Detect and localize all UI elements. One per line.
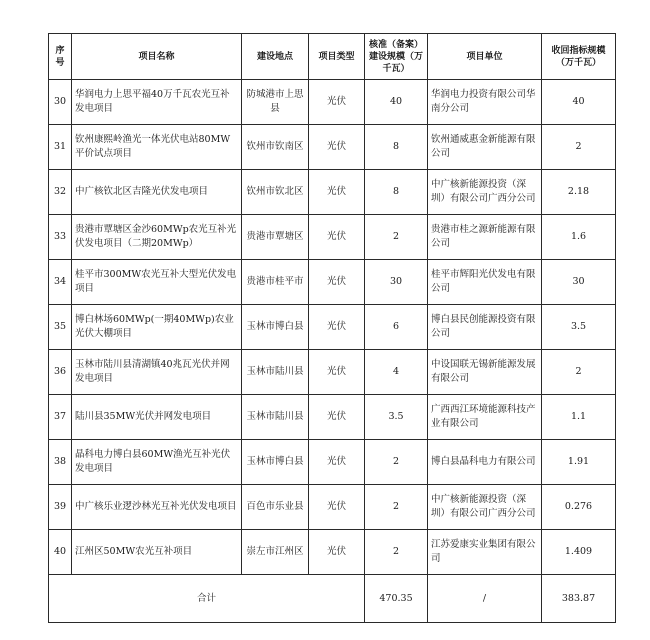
cell-name: 桂平市300MW农光互补大型光伏发电项目 (72, 260, 242, 305)
cell-seq: 34 (49, 260, 72, 305)
cell-approved: 2 (365, 530, 428, 575)
cell-unit: 中广核新能源投资（深圳）有限公司广西分公司 (428, 170, 542, 215)
table-row (49, 80, 616, 125)
cell-location: 玉林市博白县 (242, 440, 309, 485)
project-table (48, 33, 616, 623)
cell-seq: 39 (49, 485, 72, 530)
cell-approved: 2 (365, 485, 428, 530)
cell-seq: 33 (49, 215, 72, 260)
cell-name: 玉林市陆川县清湖镇40兆瓦光伏并网发电项目 (72, 350, 242, 395)
cell-reclaimed: 1.6 (542, 215, 616, 260)
table-row (49, 215, 616, 260)
cell-reclaimed: 1.409 (542, 530, 616, 575)
cell-name: 华润电力上思平福40万千瓦农光互补发电项目 (72, 80, 242, 125)
header-seq: 序号 (49, 34, 72, 80)
cell-reclaimed: 3.5 (542, 305, 616, 350)
cell-approved: 6 (365, 305, 428, 350)
cell-approved: 2 (365, 440, 428, 485)
cell-unit: 江苏爱康实业集团有限公司 (428, 530, 542, 575)
cell-type: 光伏 (309, 485, 365, 530)
cell-reclaimed: 40 (542, 80, 616, 125)
total-approved: 470.35 (365, 575, 428, 623)
cell-type: 光伏 (309, 395, 365, 440)
cell-reclaimed: 2 (542, 125, 616, 170)
cell-approved: 4 (365, 350, 428, 395)
cell-approved: 8 (365, 170, 428, 215)
cell-type: 光伏 (309, 170, 365, 215)
header-row (49, 34, 616, 80)
table-row (49, 530, 616, 575)
cell-unit: 桂平市辉阳光伏发电有限公司 (428, 260, 542, 305)
cell-type: 光伏 (309, 215, 365, 260)
table-row (49, 125, 616, 170)
cell-unit: 贵港市桂之源新能源有限公司 (428, 215, 542, 260)
cell-location: 玉林市博白县 (242, 305, 309, 350)
cell-unit: 中广核新能源投资（深圳）有限公司广西分公司 (428, 485, 542, 530)
cell-type: 光伏 (309, 350, 365, 395)
cell-seq: 35 (49, 305, 72, 350)
cell-location: 钦州市钦南区 (242, 125, 309, 170)
cell-location: 防城港市上思县 (242, 80, 309, 125)
cell-reclaimed: 2.18 (542, 170, 616, 215)
cell-unit: 博白县晶科电力有限公司 (428, 440, 542, 485)
cell-location: 钦州市钦北区 (242, 170, 309, 215)
cell-approved: 40 (365, 80, 428, 125)
cell-seq: 40 (49, 530, 72, 575)
cell-location: 玉林市陆川县 (242, 395, 309, 440)
cell-location: 百色市乐业县 (242, 485, 309, 530)
total-row (49, 575, 616, 623)
cell-seq: 32 (49, 170, 72, 215)
total-reclaimed: 383.87 (542, 575, 616, 623)
cell-reclaimed: 1.1 (542, 395, 616, 440)
cell-name: 陆川县35MW光伏并网发电项目 (72, 395, 242, 440)
cell-location: 玉林市陆川县 (242, 350, 309, 395)
header-unit: 项目单位 (428, 34, 542, 80)
cell-type: 光伏 (309, 125, 365, 170)
cell-seq: 36 (49, 350, 72, 395)
header-location: 建设地点 (242, 34, 309, 80)
cell-reclaimed: 30 (542, 260, 616, 305)
cell-unit: 华润电力投资有限公司华南分公司 (428, 80, 542, 125)
cell-approved: 30 (365, 260, 428, 305)
cell-type: 光伏 (309, 305, 365, 350)
header-name: 项目名称 (72, 34, 242, 80)
cell-name: 博白林场60MWp(一期40MWp)农业光伏大棚项目 (72, 305, 242, 350)
cell-name: 中广核钦北区吉隆光伏发电项目 (72, 170, 242, 215)
cell-name: 江州区50MW农光互补项目 (72, 530, 242, 575)
table-row (49, 440, 616, 485)
header-reclaimed: 收回指标规模（万千瓦） (542, 34, 616, 80)
header-approved: 核准（备案）建设规模（万千瓦） (365, 34, 428, 80)
cell-approved: 2 (365, 215, 428, 260)
cell-unit: 博白县民创能源投资有限公司 (428, 305, 542, 350)
cell-unit: 钦州通威惠金新能源有限公司 (428, 125, 542, 170)
cell-seq: 38 (49, 440, 72, 485)
cell-reclaimed: 1.91 (542, 440, 616, 485)
table-row (49, 350, 616, 395)
cell-name: 中广核乐业逻沙林光互补光伏发电项目 (72, 485, 242, 530)
cell-type: 光伏 (309, 530, 365, 575)
table-row (49, 485, 616, 530)
header-type: 项目类型 (309, 34, 365, 80)
cell-seq: 31 (49, 125, 72, 170)
cell-location: 贵港市桂平市 (242, 260, 309, 305)
cell-type: 光伏 (309, 260, 365, 305)
total-unit: / (428, 575, 542, 623)
cell-approved: 3.5 (365, 395, 428, 440)
table-row (49, 170, 616, 215)
total-label: 合计 (49, 575, 365, 623)
table-row (49, 260, 616, 305)
cell-type: 光伏 (309, 440, 365, 485)
cell-unit: 广西西江环境能源科技产业有限公司 (428, 395, 542, 440)
cell-reclaimed: 0.276 (542, 485, 616, 530)
cell-location: 崇左市江州区 (242, 530, 309, 575)
cell-unit: 中设国联无锡新能源发展有限公司 (428, 350, 542, 395)
cell-name: 钦州康熙岭渔光一体光伏电站80MW平价试点项目 (72, 125, 242, 170)
cell-name: 晶科电力博白县60MW渔光互补光伏发电项目 (72, 440, 242, 485)
table-row (49, 305, 616, 350)
table-row (49, 395, 616, 440)
cell-seq: 30 (49, 80, 72, 125)
cell-reclaimed: 2 (542, 350, 616, 395)
cell-approved: 8 (365, 125, 428, 170)
cell-location: 贵港市覃塘区 (242, 215, 309, 260)
cell-seq: 37 (49, 395, 72, 440)
cell-type: 光伏 (309, 80, 365, 125)
cell-name: 贵港市覃塘区金沙60MWp农光互补光伏发电项目（二期20MWp） (72, 215, 242, 260)
